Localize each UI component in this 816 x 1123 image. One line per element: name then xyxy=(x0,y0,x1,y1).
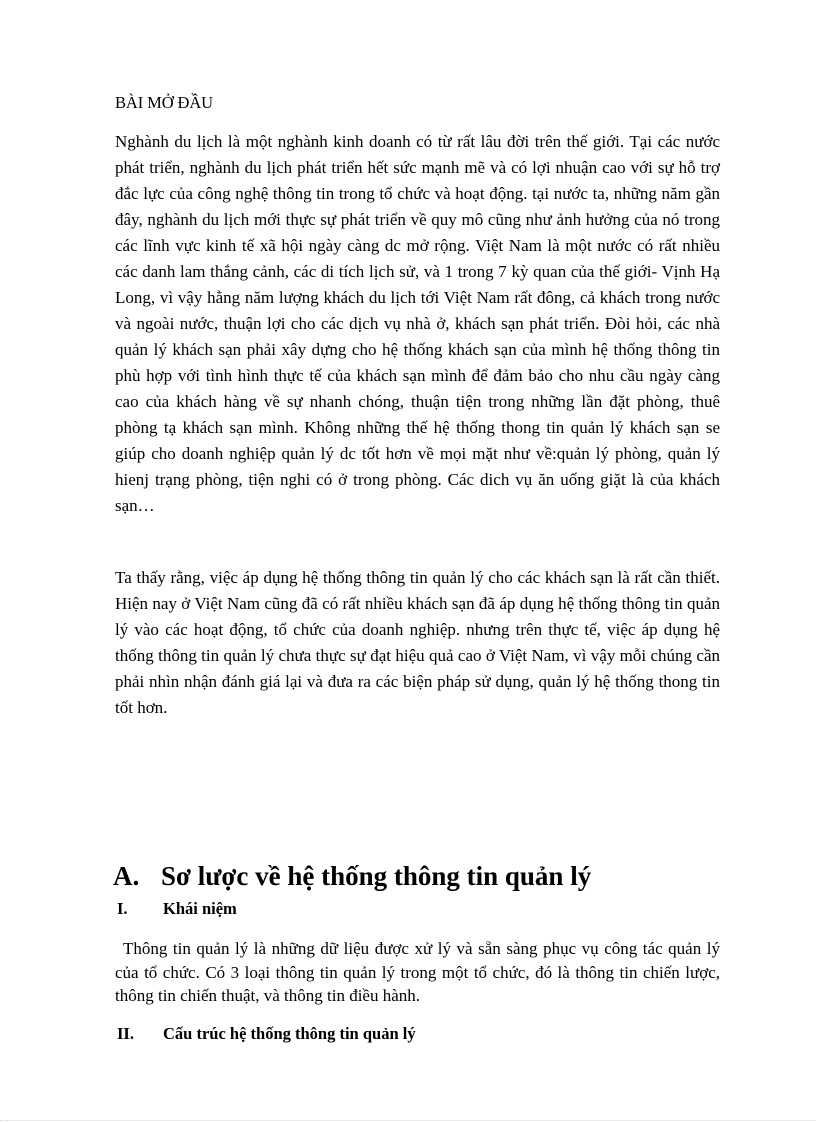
intro-paragraph-1: Nghành du lịch là một nghành kinh doanh có từ rất lâu đời trên thế giới. Tại các nước phát triển, nghành du lịch phát triển hết sức mạnh mẽ và có lợi nhuận cao với sự hỗ trợ đắc lực của công nghệ thông tin trong tổ chức và hoạt động. tại nước ta, những năm gần đây, nghành du lịch mới thực sự phát triển về quy mô cũng như ảnh hưởng của nó trong các lĩnh vực kinh tế xã hội ngày càng dc mở rộng. Việt Nam là một nước có rất nhiều các danh lam thắng cảnh, các di tích lịch sử, và 1 trong 7 kỳ quan của thế giới- Vịnh Hạ Long, vì vậy hằng năm lượng khách du lịch tới Việt Nam rất đông, cả khách trong nước và ngoài nước, thuận lợi cho các dịch vụ nhà ở, khách sạn phát triển. Đòi hỏi, các nhà quản lý khách sạn phải xây dựng cho hệ thống khách sạn của mình hệ thống thông tin phù hợp với tình hình thực tế của khách sạn mình để đảm bảo cho nhu cầu ngày càng cao của khách hàng về sự nhanh chóng, thuận tiện trong những lần đặt phòng, thuê phòng tạ khách sạn mình. Không những thế hệ thống thong tin quản lý khách sạn se giúp cho doanh nghiệp quản lý dc tốt hơn về mọi mặt như về:quản lý phòng, quản lý hienj trạng phòng, tiện nghi có ở trong phòng. Các dich vụ ăn uống giặt là của khách sạn… xyxy=(115,132,720,515)
intro-paragraph-2: Ta thấy rằng, việc áp dụng hệ thống thông tin quản lý cho các khách sạn là rất cần thiết. Hiện nay ở Việt Nam cũng đã có rất nhiều khách sạn đã áp dụng hệ thống thông tin quản lý vào các hoạt động, tổ chức của doanh nghiệp. nhưng trên thực tế, việc áp dụng hệ thống thông tin quản lý chưa thực sự đạt hiệu quả cao ở Việt Nam, vì vậy mỗi chúng cần phải nhìn nhận đánh giá lại và đưa ra các biện pháp sử dụng, quản lý hệ thống thong tin tốt hơn. xyxy=(115,568,720,717)
section-a-letter: A. xyxy=(113,861,140,891)
section-a-heading xyxy=(113,856,733,896)
subsection-2-heading xyxy=(117,1022,722,1046)
definition-paragraph xyxy=(115,937,720,1008)
subsection-2-number: II. xyxy=(117,1024,134,1043)
definition-text: Thông tin quản lý là những dữ liệu được xử lý và sẵn sàng phục vụ công tác quản lý của tổ chức. Có 3 loại thông tin quản lý trong một tổ chức, đó là thông tin chiến lược, thông tin chiến thuật, và thông tin điều hành. xyxy=(115,939,720,1005)
subsection-1-number: I. xyxy=(117,899,128,918)
subsection-2-title: Cấu trúc hệ thống thông tin quản lý xyxy=(163,1024,416,1043)
page-bottom-divider xyxy=(0,1120,816,1121)
intro-title: BÀI MỞ ĐẦU xyxy=(115,93,214,112)
section-a-title: Sơ lược về hệ thống thông tin quản lý xyxy=(161,861,592,891)
subsection-1-title: Khái niệm xyxy=(163,899,237,918)
subsection-1-heading xyxy=(117,897,722,921)
